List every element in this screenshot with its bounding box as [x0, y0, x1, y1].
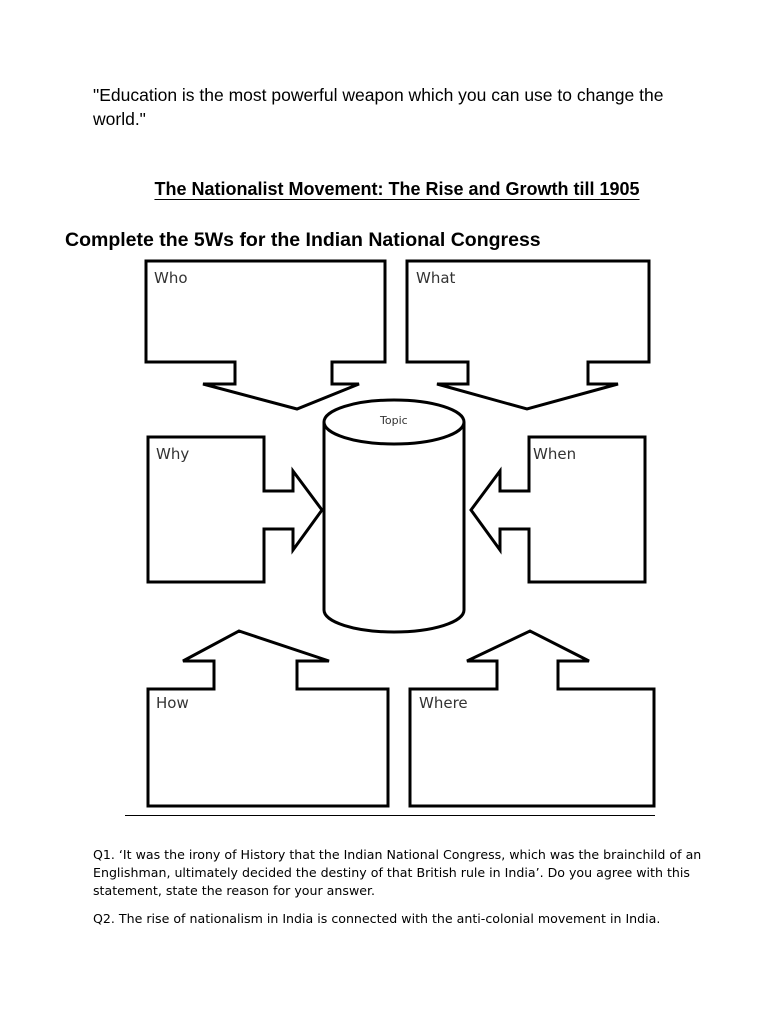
- where-label: Where: [419, 694, 468, 712]
- question-2: Q2. The rise of nationalism in India is connected with the anti-colonial movement in India.: [93, 911, 661, 926]
- how-label: How: [156, 694, 189, 712]
- page-title-text: The Nationalist Movement: The Rise and Growth till 1905: [154, 179, 640, 199]
- where-callout-box[interactable]: [410, 631, 654, 806]
- quote-text: "Education is the most powerful weapon which you can use to change the world.": [93, 85, 664, 129]
- divider-line: [125, 815, 655, 816]
- topic-cylinder[interactable]: [324, 400, 464, 632]
- section-subtitle: Complete the 5Ws for the Indian National Congress: [65, 229, 541, 251]
- what-label: What: [416, 269, 456, 287]
- when-label: When: [533, 445, 577, 463]
- who-label: Who: [154, 269, 188, 287]
- topic-label: Topic: [380, 414, 408, 427]
- how-callout-box[interactable]: [148, 631, 388, 806]
- question-1: Q1. ‘It was the irony of History that the Indian National Congress, which was the brainchild of an Englishman, ultimately decided the destiny of that British rule in India’. Do you agree with this statement, state the reason for your answer.: [93, 847, 702, 898]
- why-label: Why: [156, 445, 190, 463]
